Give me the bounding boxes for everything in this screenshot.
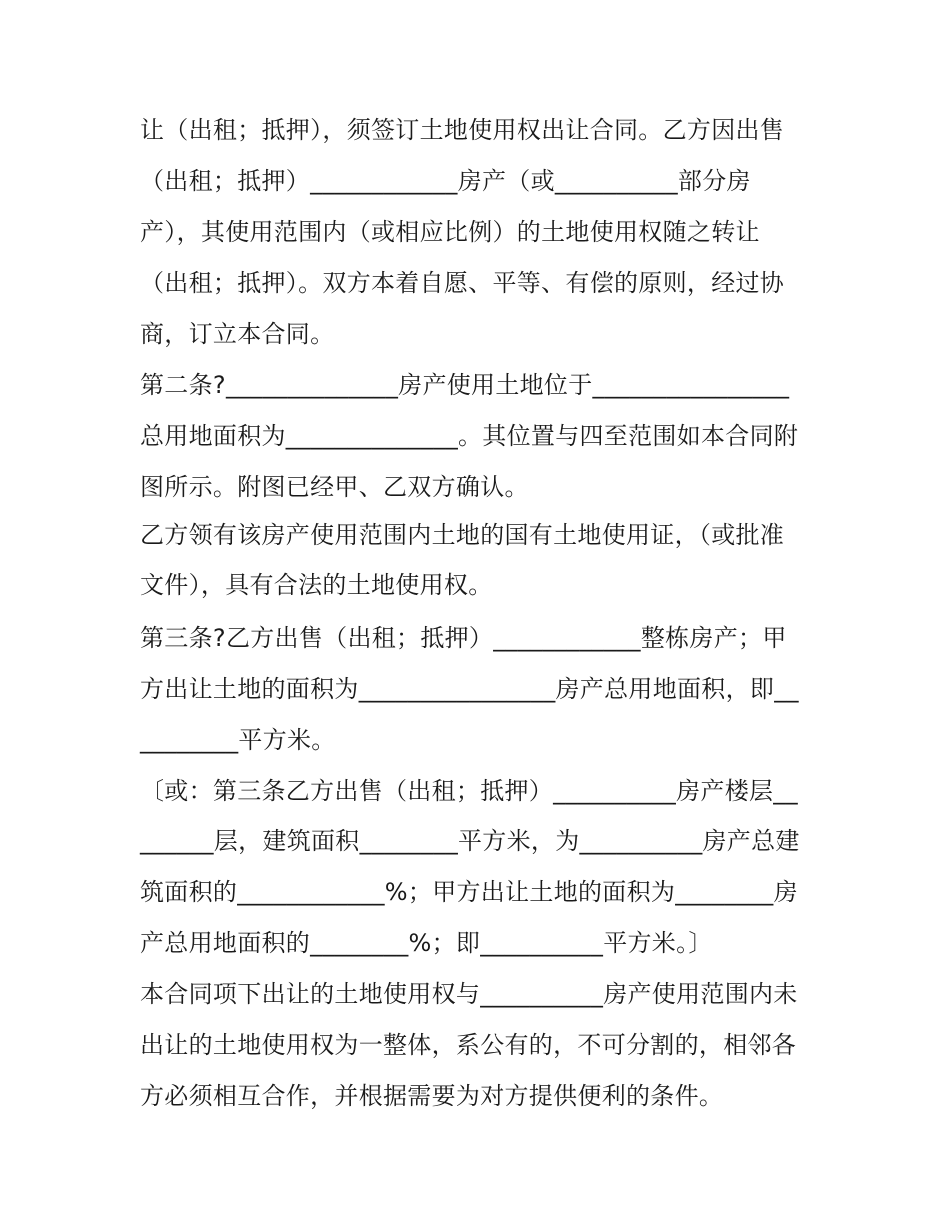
text-line: ______层，建筑面积________平方米，为__________房产总建 [140,827,800,855]
text-line: 总用地面积为______________。其位置与四至范围如本合同附 [140,422,799,450]
text-line: 乙方领有该房产使用范围内土地的国有土地使用证，（或批准 [140,521,785,549]
text-line: （出租；抵押）。双方本着自愿、平等、有偿的原则，经过协 [140,269,785,297]
text-line: 本合同项下出让的土地使用权与__________房产使用范围内未 [140,980,798,1008]
text-line: 第三条?乙方出售（出租；抵押）____________整栋房产；甲 [140,624,787,652]
text-line: 图所示。附图已经甲、乙双方确认。 [140,473,529,501]
text-line: 第二条?______________房产使用土地位于________________ [140,371,790,399]
text-line: 方必须相互合作，并根据需要为对方提供便利的条件。 [140,1082,724,1110]
text-line: 出让的土地使用权为一整体，系公有的，不可分割的，相邻各 [140,1031,797,1059]
text-line: 文件），具有合法的土地使用权。 [140,571,493,599]
text-line: 筑面积的____________%；甲方出让土地的面积为________房 [140,878,798,906]
text-line: （出租；抵押）____________房产（或__________部分房 [140,167,751,195]
text-line: 方出让土地的面积为________________房产总用地面积，即__ [140,675,799,703]
text-line: 商，订立本合同。 [140,320,335,348]
text-line: 〔或：第三条乙方出售（出租；抵押）__________房产楼层__ [140,777,798,805]
text-line: ________平方米。 [140,726,336,754]
text-line: 产），其使用范围内（或相应比例）的土地使用权随之转让 [140,218,760,246]
text-line: 让（出租；抵押），须签订土地使用权出让合同。乙方因出售 [140,116,785,144]
text-line: 产总用地面积的________%；即__________平方米。〕 [140,929,713,957]
